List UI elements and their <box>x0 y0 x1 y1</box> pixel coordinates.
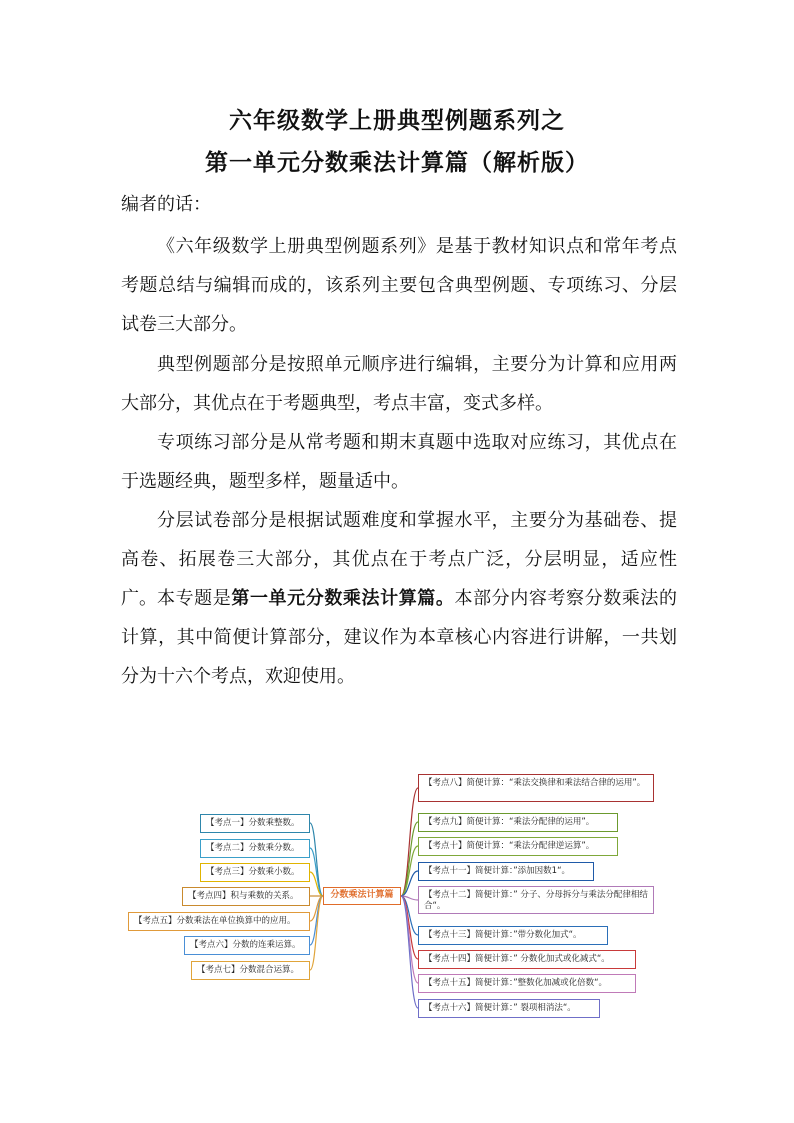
mindmap-left-node: 【考点五】分数乘法在单位换算中的应用。 <box>128 912 310 931</box>
mindmap-right-node: 【考点八】简便计算：“乘法交换律和乘法结合律的运用”。 <box>418 774 654 802</box>
mindmap-right-node: 【考点十】简便计算：“乘法分配律逆运算”。 <box>418 837 618 856</box>
connector-line <box>401 846 418 896</box>
p5-bold: 第一单元分数乘法计算篇。 <box>231 588 455 609</box>
connector-line <box>401 896 418 983</box>
editor-heading: 编者的话： <box>121 194 211 215</box>
p5-prefix: 本专题是 <box>157 588 232 609</box>
intro-paragraph-2: 典型例题部分是按照单元顺序进行编辑，主要分为计算和应用两大部分，其优点在于考题典型，考点丰富，变式多样。 <box>121 354 677 414</box>
intro-paragraph-5 <box>121 579 677 696</box>
mindmap-left-node: 【考点六】分数的连乘运算。 <box>184 936 310 955</box>
mindmap-left-node: 【考点七】分数混合运算。 <box>191 961 310 980</box>
p5-suffix: 本部分内容考察分数乘法的计算，其中简便计算部分，建议作为本章核心内容进行讲解，一共划分为十六个考点，欢迎使用。 <box>121 588 678 687</box>
mindmap-right-node: 【考点十一】简便计算：”添加因数1“。 <box>418 862 594 881</box>
intro-paragraph-3: 专项练习部分是从常考题和期末真题中选取对应练习，其优点在于选题经典，题型多样，题量适中。 <box>121 432 677 492</box>
title-line-2: 第一单元分数乘法计算篇（解析版） <box>205 150 589 176</box>
connector-line <box>401 788 418 896</box>
title-line-1: 六年级数学上册典型例题系列之 <box>229 108 565 134</box>
mindmap <box>120 762 680 1032</box>
mindmap-right-node: 【考点十六】简便计算：” 裂项相消法“。 <box>418 999 600 1018</box>
mindmap-right-node: 【考点十四】简便计算：” 分数化加式或化减式“。 <box>418 950 636 969</box>
intro-paragraph-4: 分层试卷部分是根据试题难度和掌握水平，主要分为基础卷、提高卷、拓展卷三大部分，其优点在于考点广泛，分层明显，适应性广。 <box>121 510 677 609</box>
mindmap-left-node: 【考点一】分数乘整数。 <box>200 814 310 833</box>
mindmap-left-node: 【考点四】积与乘数的关系。 <box>182 887 310 906</box>
mindmap-right-node: 【考点十三】简便计算：”带分数化加式“。 <box>418 926 608 945</box>
mindmap-right-node: 【考点九】简便计算：“乘法分配律的运用”。 <box>418 813 618 832</box>
mindmap-left-node: 【考点二】分数乘分数。 <box>200 839 310 858</box>
mindmap-right-node: 【考点十五】简便计算：”整数化加减或化倍数“。 <box>418 974 636 993</box>
intro-paragraph-1: 《六年级数学上册典型例题系列》是基于教材知识点和常年考点考题总结与编辑而成的，该系列主要包含典型例题、专项练习、分层试卷三大部分。 <box>121 236 677 335</box>
mindmap-right-node: 【考点十二】简便计算：” 分子、分母拆分与乘法分配律相结合“。 <box>418 886 654 914</box>
mindmap-left-node: 【考点三】分数乘小数。 <box>200 863 310 882</box>
mindmap-center: 分数乘法计算篇 <box>323 887 401 905</box>
